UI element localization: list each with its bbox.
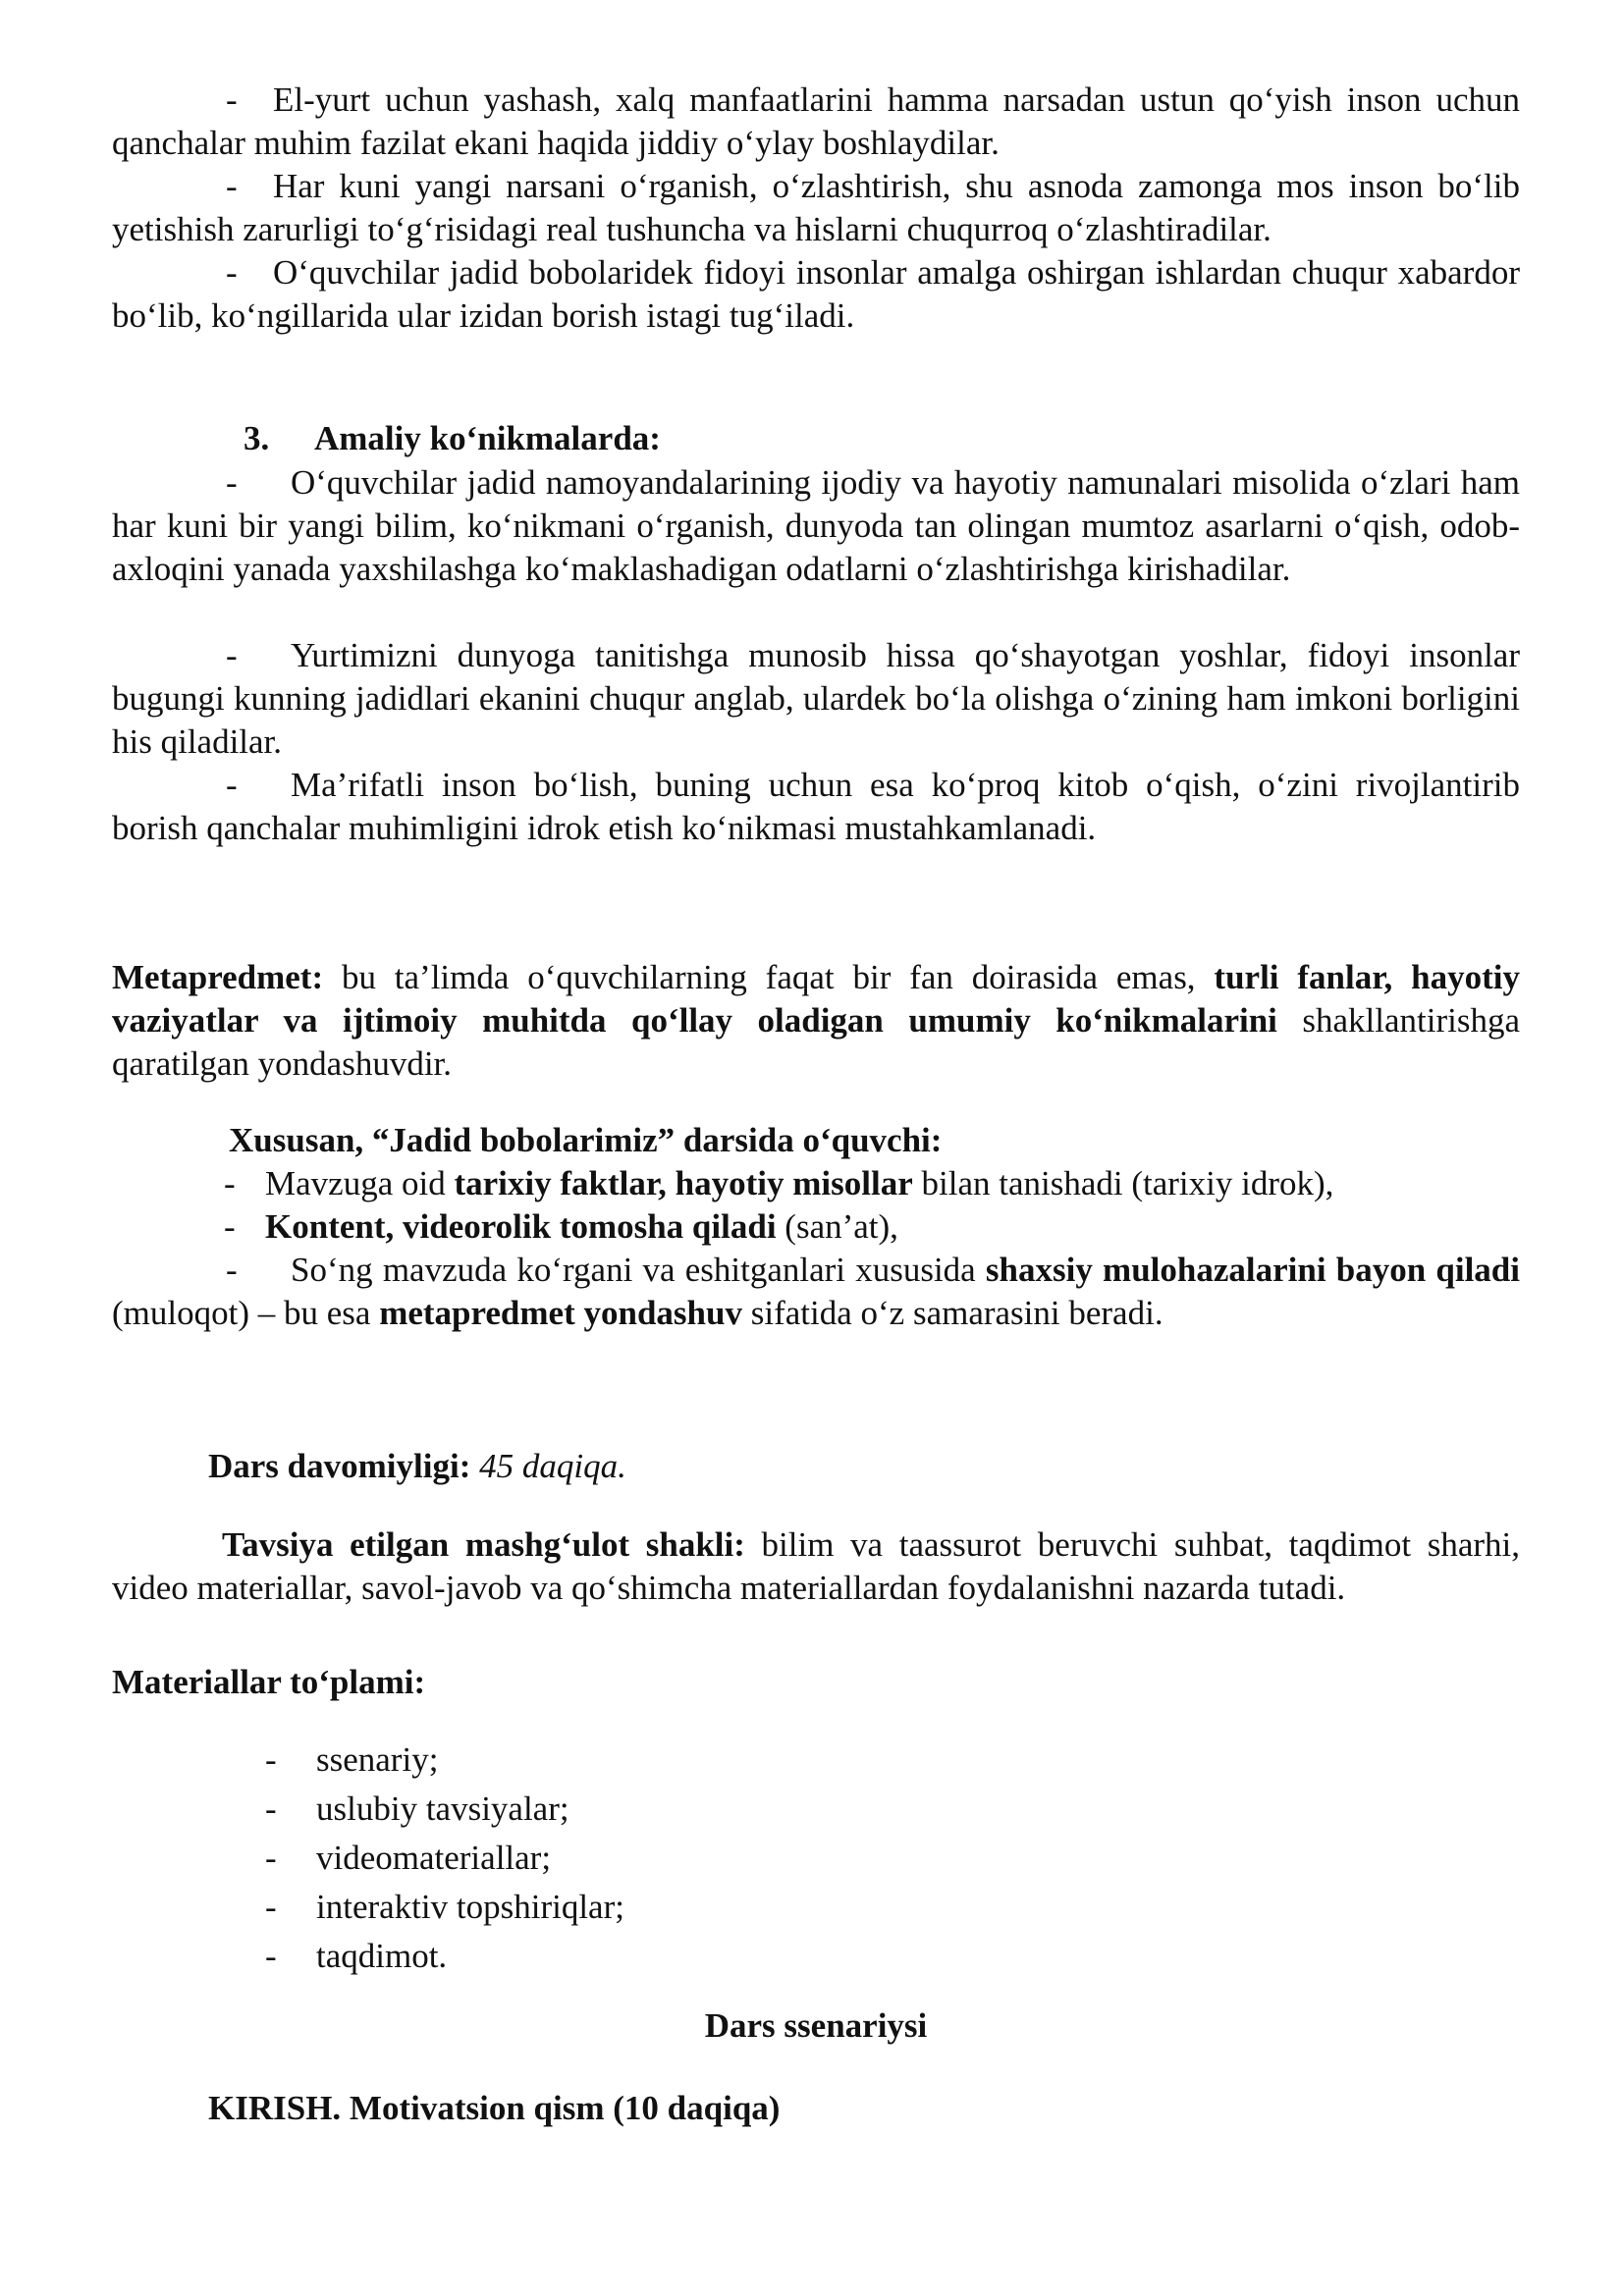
bullet-paragraph xyxy=(112,165,1520,251)
section-number: 3. xyxy=(243,419,270,457)
dash-marker: - xyxy=(226,167,238,205)
metapredmet-label: Metapredmet: xyxy=(112,958,324,996)
item-bold: tarixiy faktlar, hayotiy misollar xyxy=(454,1164,913,1202)
item-text: taqdimot. xyxy=(316,1937,448,1975)
metapredmet-text: bu ta’limda o‘quvchilarning faqat bir fan doirasida emas, xyxy=(323,958,1215,996)
tavsiya-label: Tavsiya etilgan mashg‘ulot shakli: xyxy=(222,1525,745,1564)
dash-marker: - xyxy=(224,1164,236,1202)
tavsiya-text: bilim va taassurot beruvchi suhbat, taqdimot sharhi, video materiallar, savol-javob va qo‘shimcha materiallardan foydalanishni nazarda tutadi. xyxy=(112,1525,1520,1607)
item-bold: shaxsiy mulohazalarini bayon qiladi xyxy=(985,1251,1520,1289)
bullet-paragraph xyxy=(112,251,1520,338)
dash-marker: - xyxy=(226,1251,238,1289)
item-bold: metapredmet yondashuv xyxy=(379,1294,742,1332)
section-title: Amaliy ko‘nikmalarda: xyxy=(314,419,661,457)
item-text: Mavzuga oid xyxy=(265,1164,455,1202)
dash-marker: - xyxy=(226,463,238,502)
bullet-text: El-yurt uchun yashash, xalq manfaatlarini hamma narsadan ustun qo‘yish inson uchun qanchalar muhim fazilat ekani haqida jiddiy o‘ylay boshlaydilar. xyxy=(112,80,1520,162)
dash-marker: - xyxy=(265,1937,277,1975)
dash-marker: - xyxy=(226,636,238,674)
list-item xyxy=(265,1932,624,1981)
item-text: uslubiy tavsiyalar; xyxy=(316,1789,569,1828)
dash-marker: - xyxy=(265,1839,277,1877)
list-item xyxy=(265,1735,624,1785)
list-item xyxy=(224,1162,1520,1205)
dash-marker: - xyxy=(226,80,238,119)
item-bold: Kontent, videorolik tomosha qiladi xyxy=(265,1207,777,1246)
list-item xyxy=(224,1205,1520,1249)
dash-marker: - xyxy=(265,1740,277,1779)
dash-marker: - xyxy=(265,1888,277,1926)
bullet-paragraph xyxy=(112,461,1520,591)
metapredmet-bold: turli fanlar, hayotiy vaziyatlar va ijtimoiy muhitda qo‘llay oladigan umumiy ko‘nikmalarini xyxy=(112,958,1520,1040)
item-text: videomateriallar; xyxy=(316,1839,552,1877)
item-text: interaktiv topshiriqlar; xyxy=(316,1888,624,1926)
tavsiya-paragraph xyxy=(112,1523,1520,1610)
bullet-text: Yurtimizni dunyoga tanitishga munosib hissa qo‘shayotgan yoshlar, fidoyi insonlar bugungi kunning jadidlari ekanini chuqur anglab, ulardek bo‘la olishga o‘zining ham imkoni borligini his qiladilar. xyxy=(112,636,1520,761)
item-text: ssenariy; xyxy=(316,1740,439,1779)
materials-heading: Materiallar to‘plami: xyxy=(112,1663,426,1701)
materials-list xyxy=(265,1735,624,1981)
list-item xyxy=(265,1883,624,1932)
bullet-text: Ma’rifatli inson bo‘lish, buning uchun esa ko‘proq kitob o‘qish, o‘zini rivojlantirib borish qanchalar muhimligini idrok etish ko‘nikmasi mustahkamlanadi. xyxy=(112,766,1520,847)
bullet-paragraph xyxy=(112,764,1520,850)
bullet-text: O‘quvchilar jadid namoyandalarining ijodiy va hayotiy namunalari misolida o‘zlari ham har kuni bir yangi bilim, ko‘nikmani o‘rganish, dunyoda tan olingan mumtoz asarlarni o‘qish, odob-axloqini yanada yaxshilashga ko‘maklashadigan odatlarni o‘zlashtirishga kirishadilar. xyxy=(112,463,1520,588)
intro-heading: KIRISH. Motivatsion qism (10 daqiqa) xyxy=(208,2089,781,2127)
metapredmet-paragraph xyxy=(112,956,1520,1086)
list-item xyxy=(112,1249,1520,1335)
duration-label: Dars davomiyligi: xyxy=(208,1447,471,1485)
xususan-list xyxy=(224,1162,1520,1249)
bullet-text: Har kuni yangi narsani o‘rganish, o‘zlashtirish, shu asnoda zamonga mos inson bo‘lib yetishish zarurligi to‘g‘risidagi real tushuncha va hislarni chuqurroq o‘zlashtiradilar. xyxy=(112,167,1520,248)
item-text: (muloqot) – bu esa xyxy=(112,1294,380,1332)
section-heading xyxy=(243,417,661,460)
duration-line xyxy=(208,1445,626,1488)
scenario-title: Dars ssenariysi xyxy=(704,2006,928,2045)
xususan-heading: Xususan, “Jadid bobolarimiz” darsida o‘quvchi: xyxy=(229,1121,943,1159)
item-text: sifatida o‘z samarasini beradi. xyxy=(741,1294,1163,1332)
bullet-text: O‘quvchilar jadid bobolaridek fidoyi insonlar amalga oshirgan ishlardan chuqur xabardor bo‘lib, ko‘ngillarida ular izidan borish istagi tug‘iladi. xyxy=(112,253,1520,335)
item-text: bilan tanishadi (tarixiy idrok), xyxy=(912,1164,1334,1202)
list-item xyxy=(265,1834,624,1883)
dash-marker: - xyxy=(224,1207,236,1246)
dash-marker: - xyxy=(226,253,238,292)
list-item xyxy=(265,1785,624,1834)
item-text: (san’at), xyxy=(776,1207,898,1246)
item-text: So‘ng mavzuda ko‘rgani va eshitganlari xususida xyxy=(291,1251,986,1289)
bullet-paragraph xyxy=(112,634,1520,764)
dash-marker: - xyxy=(226,766,238,804)
dash-marker: - xyxy=(265,1789,277,1828)
bullet-paragraph xyxy=(112,79,1520,165)
duration-value: 45 daqiqa. xyxy=(479,1447,626,1485)
metapredmet-text: shakllantirishga qaratilgan yondashuvdir. xyxy=(112,1001,1520,1083)
